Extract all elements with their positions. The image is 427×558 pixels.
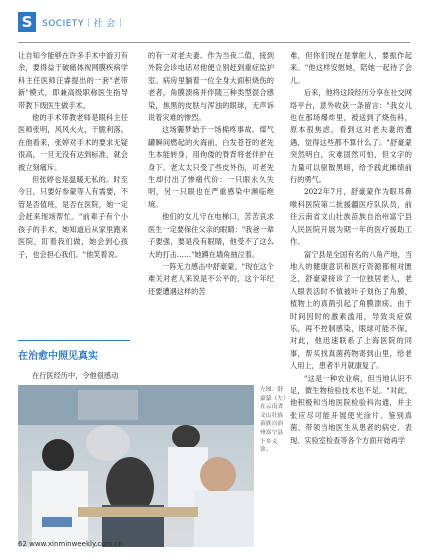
article-column-1-continued	[18, 370, 128, 382]
paragraph: 难，但你们现在是掌舵人，要振作起来。"他这样安慰她，陪她一起待了会儿。	[290, 51, 412, 85]
paragraph: 富宁县是全国有名的八角产地，当地人的健康意识和医疗资源都相对匮乏，舒豪蒙接诊了一位独居老人，老人眼表活时不慎被叶子划伤了角膜，植物上的真菌引起了角膜溃疡。由于时间因时的激素滥用，导致炎症娱乐，再不控制感染，眼球可能不保。对此，他迅速联系了上海医院的同事，帮买找真菌药物寄到山里，给老人用上，患者半月就康复了。	[290, 249, 412, 371]
paragraph: 的有一对老夫妻。作为当夜二值，接到外院会诊电话对他便立别赶到重症监护室。病房里躺着一位全身大面积烧伤的老者，角膜溃疡并伴随三种类型混合感染，焦黑的皮肤与浑浊的眼球，无声诉说着灾难的惨烈。	[148, 51, 274, 123]
section-subheading: 在治愈中照见真实	[18, 340, 130, 362]
paragraph: 在行医经历中，令他很感动	[32, 371, 119, 380]
article-column-1	[18, 50, 128, 261]
article-column-3	[290, 50, 412, 447]
paragraph: 他们的女儿守在电梯口，苦苦哀求医生一定要保住父亲的眼睛："我爸一辈子要强，要是没有眼睛，他受不了这么大的打击……"她蹲在墙角抽泣着。	[148, 212, 274, 259]
paragraph: 他的手术带教老师是眼科主任医师张明，风风火火，干脆利落。在他看来，张婷对手术的要求无疑很高，一旦无没有达到标准，就会被立刻痛斥。	[18, 113, 128, 172]
article-column-2	[148, 50, 274, 298]
paragraph: 2022年7月，舒豪蒙作为眼耳鼻喉科医院第二批援疆医疗队队员，前往云南省文山壮族苗族自治州富宁县人民医院开展为期一年的医疗援助工作。	[290, 187, 412, 247]
paragraph: 让自知今能够在许多手术中游刃有余，要得益于破痛体视网膜疾病学科主任医师汪睿提出的一套"老带新"模式，即兼高级职称医生指导带教下级医生做手术。	[18, 51, 128, 110]
section-label: SOCIETY｜社 会｜	[42, 19, 126, 29]
page-footer: 62 www.xinminweekly.com.cn	[18, 540, 123, 548]
photo-caption: 左图：舒豪蒙（左）在云南省文山壮族苗族自治州富宁县下乡义诊。	[260, 387, 287, 454]
paragraph: "这是一种农业病，但当地认识不足，微生物检验技术也不足。"对此，他积极和当地医院检验科沟通，并主张应尽可能开展使光涂片、鉴别真菌、带领当地医生从患者的病史、表现、实验室检查等各个方面开始再学	[290, 373, 412, 445]
clinic-photo	[18, 385, 254, 547]
paragraph: 后来，他将这段经历分享在社交网络平台，意外收获一条留言："我女儿也在那场爆炸里，被送到了烧伤科，原本很焦虑，看到这对老夫妻的遭遇，觉得这些都不算什么了。"舒豪蒙突然明白，灾难固然可怕，但文字的力量可以驱散黑暗，给予践此摊绩前行的勇气。	[290, 88, 412, 185]
section-header	[18, 12, 418, 34]
paragraph: 但张婷也是温暖无私的。时至今日，只要好参蒙等人有需要，不管是否值班，是否在医院，她一定会赶来现场帮忙。"前辈子有个小孩子的手术，她知道后从家里跑来医院，盯着我们做，她会到心孩子，也会担心我们。"他笑着说。	[18, 175, 128, 259]
paragraph: 一阵无力感击中舒豪蒙。"现在这个难关对老人来说是不公平的，这个年纪还要遭遇这样的苦	[148, 261, 274, 296]
section-badge: S	[18, 12, 36, 32]
paragraph: 这场霾梦始于一场棉疼事故。煤气罐瞬间燃起的火海前，白发苍苍的老先生本能转身，用佝偻的脊背将老伴护在身下。老太太只受了些皮外伤，可老先生却付出了惨痛代价：一只眼永久失明，另一只眼也在严重感染中濒临绝境。	[148, 125, 274, 209]
header-divider	[18, 42, 410, 43]
